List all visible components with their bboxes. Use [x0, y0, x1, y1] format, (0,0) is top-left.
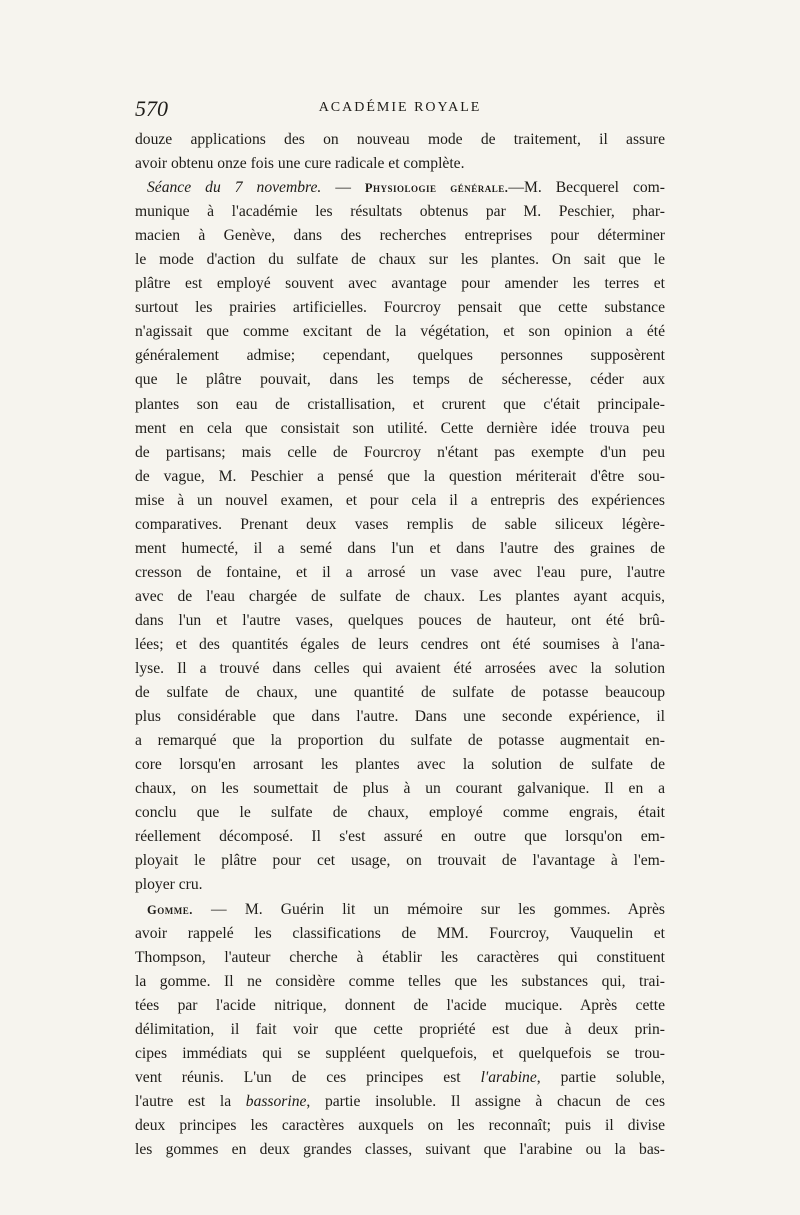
paragraph-gomme: [135, 922, 665, 1066]
page-header: [135, 96, 665, 122]
text-line: comparatives. Prenant deux vases remplis de sable siliceux légère-: [135, 515, 665, 533]
text-line: mise à un nouvel examen, et pour cela il a entrepris des expériences: [135, 491, 665, 509]
text-line: [135, 1066, 665, 1090]
text-line: munique à l'académie les résultats obtenus par M. Peschier, phar-: [135, 203, 665, 221]
text-line: dans l'un et l'autre vases, quelques pouces de hauteur, ont été brû-: [135, 611, 665, 629]
term-bassorine: bassorine: [245, 1092, 307, 1110]
text-line: généralement admise; cependant, quelques personnes supposèrent: [135, 347, 665, 365]
text-fragment: —M. Becquerel com-: [508, 179, 666, 197]
text-line: douze applications des on nouveau mode de traitement, il assure: [135, 131, 665, 148]
text-line: plantes son eau de cristallisation, et crurent que c'était principale-: [135, 395, 665, 413]
section-title-physiologie: Physiologie générale.: [364, 181, 509, 196]
text-line: n'agissait que comme excitant de la végétation, et son opinion a été: [135, 323, 665, 341]
text-fragment: l'autre est la: [135, 1092, 246, 1110]
text-line: a remarqué que la proportion du sulfate de potasse augmentait en-: [135, 732, 665, 750]
paragraph-physiologie: [135, 200, 665, 897]
text-line: ployait le plâtre pour cet usage, on trouvait de l'avantage à l'em-: [135, 852, 665, 870]
section-heading-line: [135, 176, 665, 200]
term-arabine: l'arabine: [480, 1068, 537, 1086]
text-line: ployer cru.: [135, 876, 203, 894]
dash: —: [321, 179, 365, 197]
text-line: Thompson, l'auteur cherche à établir les caractères qui constituent: [135, 948, 665, 966]
text-fragment: vent réunis. L'un de ces principes est: [135, 1068, 481, 1086]
text-line: lyse. Il a trouvé dans celles qui avaient été arrosées avec la solution: [135, 660, 665, 678]
text-fragment: , partie insoluble. Il assigne à chacun de ces: [306, 1092, 666, 1110]
text-line: les gommes en deux grandes classes, suivant que l'arabine ou la bas-: [135, 1140, 665, 1158]
paragraph-gomme-tail: [135, 1114, 665, 1162]
text-line: plâtre est employé souvent avec avantage pour amender les terres et: [135, 275, 665, 293]
text-line: plus considérable que dans l'autre. Dans une seconde expérience, il: [135, 708, 665, 726]
text-line: surtout les prairies artificielles. Fourcroy pensait que cette substance: [135, 299, 665, 317]
text-line: délimitation, il fait voir que cette propriété est due à deux prin-: [135, 1020, 665, 1038]
text-line: lées; et des quantités égales de leurs cendres ont été soumises à l'ana-: [135, 635, 665, 653]
text-line: de partisans; mais celle de Fourcroy n'étant pas exempte d'un peu: [135, 443, 665, 461]
text-line: conclu que le sulfate de chaux, employé comme engrais, était: [135, 804, 665, 822]
text-line: cipes immédiats qui se suppléent quelquefois, et quelquefois se trou-: [135, 1044, 665, 1062]
text-line: deux principes les caractères auxquels on les reconnaît; puis il divise: [135, 1116, 665, 1134]
text-line: macien à Genève, dans des recherches entreprises pour déterminer: [135, 227, 665, 245]
session-date: Séance du 7 novembre.: [147, 179, 322, 197]
page-number: 570: [135, 96, 168, 121]
section-heading-line: [135, 898, 665, 922]
text-line: ment humecté, il a semé dans l'un et dans l'autre des graines de: [135, 539, 665, 557]
text-line: avoir obtenu onze fois une cure radicale et complète.: [135, 155, 465, 173]
text-line: tées par l'acide nitrique, donnent de l'acide mucique. Après cette: [135, 996, 665, 1014]
text-line: [135, 1090, 665, 1114]
text-line: chaux, on les soumettait de plus à un courant galvanique. Il en a: [135, 780, 665, 798]
text-line: que le plâtre pouvait, dans les temps de sécheresse, céder aux: [135, 371, 665, 389]
text-line: core lorsqu'en arrosant les plantes avec la solution de sulfate de: [135, 756, 665, 774]
running-head: ACADÉMIE ROYALE: [318, 100, 482, 115]
section-title-gomme: Gomme.: [147, 902, 193, 917]
text-line: avoir rappelé les classifications de MM. Fourcroy, Vauquelin et: [135, 924, 665, 942]
text-fragment: — M. Guérin lit un mémoire sur les gommes. Après: [192, 900, 665, 918]
text-line: le mode d'action du sulfate de chaux sur les plantes. On sait que le: [135, 251, 665, 269]
text-line: la gomme. Il ne considère comme telles que les substances qui, trai-: [135, 972, 665, 990]
text-line: ment en cela que consistait son utilité. Cette dernière idée trouva peu: [135, 419, 665, 437]
text-line: de vague, M. Peschier a pensé que la question mériterait d'être sou-: [135, 467, 665, 485]
page-body: [135, 128, 665, 1162]
text-fragment: , partie soluble,: [536, 1068, 665, 1086]
text-line: réellement décomposé. Il s'est assuré en outre que lorsqu'on em-: [135, 828, 665, 846]
text-line: de sulfate de chaux, une quantité de sulfate de potasse beaucoup: [135, 684, 665, 702]
text-line: cresson de fontaine, et il a arrosé un vase avec l'eau pure, l'autre: [135, 563, 665, 581]
text-line: avec de l'eau chargée de sulfate de chaux. Les plantes ayant acquis,: [135, 587, 665, 605]
